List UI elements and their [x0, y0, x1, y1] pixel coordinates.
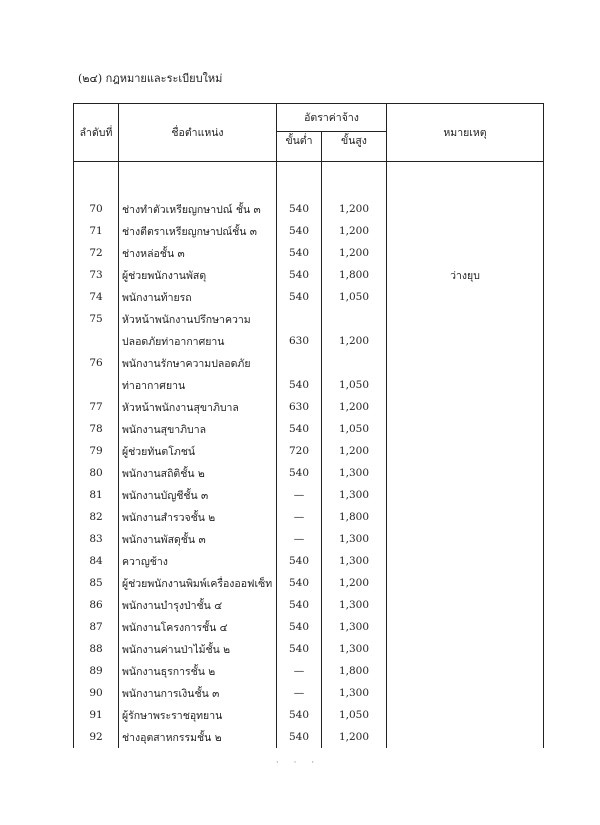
table-row — [74, 242, 544, 264]
table-row — [74, 264, 544, 286]
row-note — [387, 638, 544, 660]
row-min-rate: — — [277, 484, 322, 506]
row-min-rate: 540 — [277, 638, 322, 660]
table-row — [74, 682, 544, 704]
row-note — [387, 484, 544, 506]
row-min-rate — [277, 352, 322, 374]
row-max-rate: 1,200 — [322, 220, 387, 242]
row-number: 71 — [74, 220, 119, 242]
row-position: พนักงานบัญชีชั้น ๓ — [119, 484, 277, 506]
row-max-rate: 1,200 — [322, 396, 387, 418]
row-note — [387, 396, 544, 418]
row-note — [387, 286, 544, 308]
row-number: 77 — [74, 396, 119, 418]
row-min-rate: — — [277, 528, 322, 550]
row-position: พนักงานการเงินชั้น ๓ — [119, 682, 277, 704]
page-footer-mark: · · · — [275, 758, 321, 768]
row-max-rate — [322, 308, 387, 330]
row-number: 72 — [74, 242, 119, 264]
table-row — [74, 418, 544, 440]
row-max-rate: 1,300 — [322, 462, 387, 484]
row-position: พนักงานพัสดุชั้น ๓ — [119, 528, 277, 550]
row-note — [387, 726, 544, 748]
row-min-rate: 540 — [277, 704, 322, 726]
row-position: ผู้รักษาพระราชอุทยาน — [119, 704, 277, 726]
row-position: ผู้ช่วยทันตโภชน์ — [119, 440, 277, 462]
row-min-rate: 630 — [277, 396, 322, 418]
row-number: 85 — [74, 572, 119, 594]
row-note — [387, 198, 544, 220]
wage-rate-table — [73, 103, 544, 748]
row-max-rate: 1,800 — [322, 264, 387, 286]
row-min-rate: 540 — [277, 550, 322, 572]
row-max-rate: 1,200 — [322, 572, 387, 594]
row-number: 90 — [74, 682, 119, 704]
row-position: ควาญช้าง — [119, 550, 277, 572]
row-max-rate: 1,300 — [322, 616, 387, 638]
row-number: 88 — [74, 638, 119, 660]
table-row — [74, 616, 544, 638]
row-note — [387, 506, 544, 528]
row-min-rate: 540 — [277, 242, 322, 264]
table-spacer-row — [74, 162, 544, 199]
row-max-rate: 1,800 — [322, 660, 387, 682]
row-note — [387, 242, 544, 264]
row-max-rate — [322, 352, 387, 374]
row-number: 76 — [74, 352, 119, 374]
row-min-rate: 540 — [277, 264, 322, 286]
row-min-rate: — — [277, 506, 322, 528]
row-number: 87 — [74, 616, 119, 638]
table-row — [74, 528, 544, 550]
page-header: (๒๔) กฎหมายและระเบียบใหม่ — [78, 72, 223, 85]
row-min-rate: 720 — [277, 440, 322, 462]
row-number: 73 — [74, 264, 119, 286]
row-note — [387, 594, 544, 616]
header-number: ลำดับที่ — [74, 104, 119, 162]
table-row — [74, 638, 544, 660]
row-position: หัวหน้าพนักงานสุขาภิบาล — [119, 396, 277, 418]
table-row — [74, 572, 544, 594]
row-number — [74, 330, 119, 352]
row-note — [387, 660, 544, 682]
row-max-rate: 1,200 — [322, 726, 387, 748]
table-row — [74, 308, 544, 330]
row-note — [387, 330, 544, 352]
row-min-rate: — — [277, 682, 322, 704]
row-number: 80 — [74, 462, 119, 484]
row-position: ช่างอุตสาหกรรมชั้น ๒ — [119, 726, 277, 748]
row-number: 70 — [74, 198, 119, 220]
table-row — [74, 726, 544, 748]
row-number: 91 — [74, 704, 119, 726]
table-body — [74, 162, 544, 749]
row-max-rate: 1,050 — [322, 418, 387, 440]
table-row — [74, 440, 544, 462]
row-min-rate: — — [277, 660, 322, 682]
table-row — [74, 374, 544, 396]
table-row — [74, 396, 544, 418]
row-number: 86 — [74, 594, 119, 616]
row-min-rate: 540 — [277, 286, 322, 308]
row-position: ช่างหล่อชั้น ๓ — [119, 242, 277, 264]
table-row — [74, 198, 544, 220]
row-number: 84 — [74, 550, 119, 572]
header-note: หมายเหตุ — [387, 104, 544, 162]
table-row — [74, 484, 544, 506]
table-row — [74, 330, 544, 352]
row-min-rate: 630 — [277, 330, 322, 352]
row-max-rate: 1,200 — [322, 242, 387, 264]
row-position: ผู้ช่วยพนักงานพัสดุ — [119, 264, 277, 286]
row-note — [387, 704, 544, 726]
row-number: 89 — [74, 660, 119, 682]
row-min-rate: 540 — [277, 594, 322, 616]
row-note — [387, 550, 544, 572]
row-position: ช่างทำตัวเหรียญกษาปณ์ ชั้น ๓ — [119, 198, 277, 220]
header-position: ชื่อตำแหน่ง — [119, 104, 277, 162]
table-row — [74, 462, 544, 484]
row-note — [387, 352, 544, 374]
row-note — [387, 308, 544, 330]
row-max-rate: 1,050 — [322, 704, 387, 726]
row-note — [387, 572, 544, 594]
row-position: ผู้ช่วยพนักงานพิมพ์เครื่องออฟเซ็ท — [119, 572, 277, 594]
row-position: พนักงานบำรุงป่าชั้น ๔ — [119, 594, 277, 616]
row-max-rate: 1,050 — [322, 374, 387, 396]
row-note — [387, 682, 544, 704]
row-position: พนักงานโครงการชั้น ๔ — [119, 616, 277, 638]
row-min-rate: 540 — [277, 198, 322, 220]
row-min-rate: 540 — [277, 572, 322, 594]
row-position: พนักงานรักษาความปลอดภัย — [119, 352, 277, 374]
row-position: พนักงานธุรการชั้น ๒ — [119, 660, 277, 682]
row-number: 82 — [74, 506, 119, 528]
row-note — [387, 374, 544, 396]
row-number: 78 — [74, 418, 119, 440]
row-min-rate: 540 — [277, 462, 322, 484]
row-position: ท่าอากาศยาน — [119, 374, 277, 396]
header-wage-rate: อัตราค่าจ้าง — [277, 104, 387, 132]
table-row — [74, 550, 544, 572]
row-min-rate: 540 — [277, 726, 322, 748]
row-number: 81 — [74, 484, 119, 506]
row-position: ปลอดภัยท่าอากาศยาน — [119, 330, 277, 352]
row-note — [387, 462, 544, 484]
header-max: ขั้นสูง — [322, 132, 387, 162]
row-max-rate: 1,200 — [322, 330, 387, 352]
row-max-rate: 1,300 — [322, 528, 387, 550]
table-row — [74, 506, 544, 528]
row-max-rate: 1,200 — [322, 440, 387, 462]
row-position: พนักงานท้ายรถ — [119, 286, 277, 308]
row-note — [387, 528, 544, 550]
row-position: พนักงานสถิติชั้น ๒ — [119, 462, 277, 484]
row-number: 74 — [74, 286, 119, 308]
row-max-rate: 1,300 — [322, 638, 387, 660]
row-max-rate: 1,300 — [322, 682, 387, 704]
row-position: พนักงานสำรวจชั้น ๒ — [119, 506, 277, 528]
row-note — [387, 440, 544, 462]
row-max-rate: 1,800 — [322, 506, 387, 528]
table-row — [74, 704, 544, 726]
row-note — [387, 418, 544, 440]
row-min-rate: 540 — [277, 374, 322, 396]
row-min-rate — [277, 308, 322, 330]
row-number: 92 — [74, 726, 119, 748]
table-row — [74, 352, 544, 374]
row-number — [74, 374, 119, 396]
row-min-rate: 540 — [277, 220, 322, 242]
table-row — [74, 220, 544, 242]
row-note — [387, 220, 544, 242]
row-note: ว่างยุบ — [387, 264, 544, 286]
row-max-rate: 1,300 — [322, 594, 387, 616]
row-note — [387, 616, 544, 638]
row-min-rate: 540 — [277, 418, 322, 440]
header-min: ขั้นต่ำ — [277, 132, 322, 162]
row-max-rate: 1,300 — [322, 484, 387, 506]
row-max-rate: 1,050 — [322, 286, 387, 308]
row-max-rate: 1,200 — [322, 198, 387, 220]
row-position: พนักงานสุขาภิบาล — [119, 418, 277, 440]
row-position: พนักงานค่านป่าไม้ชั้น ๒ — [119, 638, 277, 660]
row-number: 83 — [74, 528, 119, 550]
row-position: หัวหน้าพนักงานปรึกษาความ — [119, 308, 277, 330]
table-row — [74, 286, 544, 308]
row-number: 75 — [74, 308, 119, 330]
row-position: ช่างตีตราเหรียญกษาปณ์ชั้น ๓ — [119, 220, 277, 242]
row-number: 79 — [74, 440, 119, 462]
row-min-rate: 540 — [277, 616, 322, 638]
table-row — [74, 660, 544, 682]
table-row — [74, 594, 544, 616]
row-max-rate: 1,300 — [322, 550, 387, 572]
